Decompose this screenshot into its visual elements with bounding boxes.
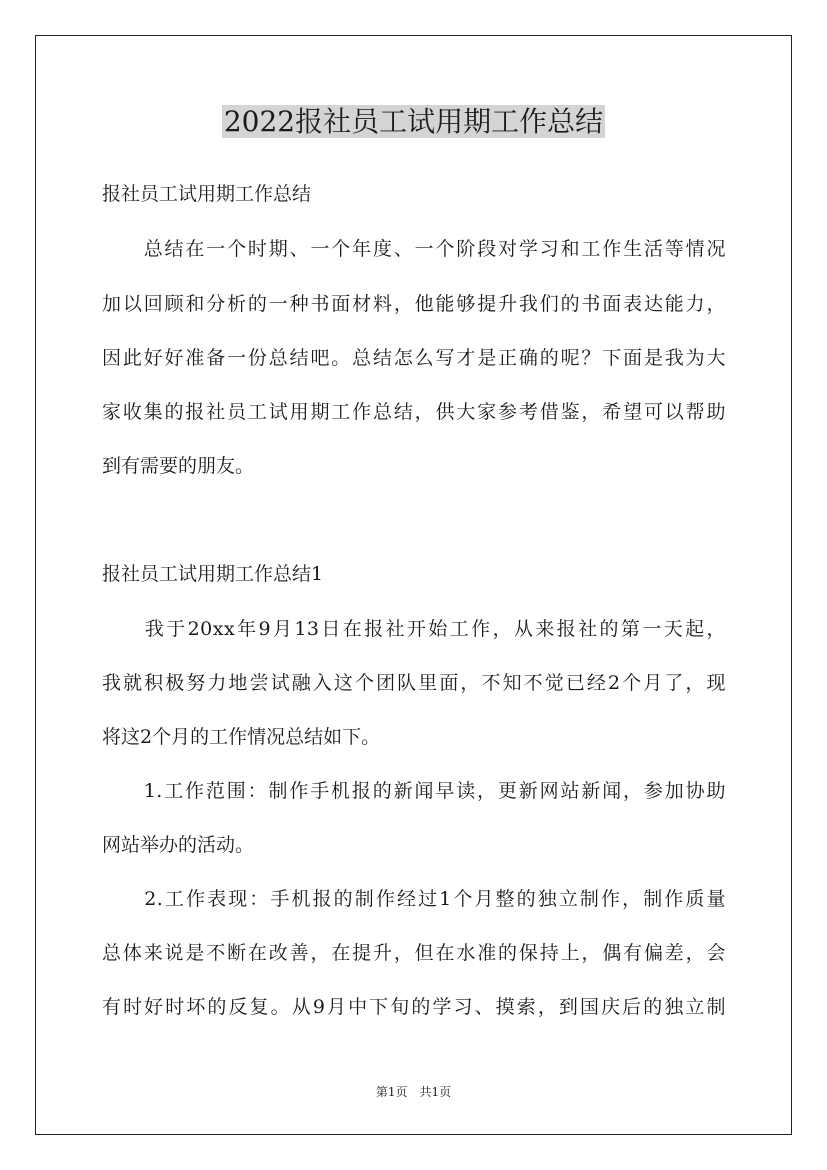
document-title: 2022报社员工试用期工作总结 [223,105,604,138]
list-item-line: 2.工作表现：手机报的制作经过1个月整的独立制作，制作质量 [102,888,726,910]
paragraph-line: 加以回顾和分析的一种书面材料，他能够提升我们的书面表达能力， [102,293,726,315]
paragraph-line: 总结在一个时期、一个年度、一个阶段对学习和工作生活等情况 [102,238,726,260]
paragraph-line: 我于20xx年9月13日在报社开始工作，从来报社的第一天起， [102,618,726,640]
paragraph-line: 因此好好准备一份总结吧。总结怎么写才是正确的呢？下面是我为大 [102,347,726,369]
paragraph-line: 到有需要的朋友。 [102,455,255,477]
document-subtitle: 报社员工试用期工作总结 [102,183,312,205]
page-number-footer: 第1页 共1页 [375,1085,452,1099]
paragraph-line: 家收集的报社员工试用期工作总结，供大家参考借鉴，希望可以帮助 [102,401,726,423]
paragraph-line: 我就积极努力地尝试融入这个团队里面，不知不觉已经2个月了，现 [102,672,726,694]
section-heading: 报社员工试用期工作总结1 [102,563,324,585]
list-item-line: 总体来说是不断在改善，在提升，但在水准的保持上，偶有偏差，会 [102,942,726,964]
paragraph-line: 将这2个月的工作情况总结如下。 [102,726,381,748]
list-item-line: 网站举办的活动。 [102,834,255,856]
list-item-line: 1.工作范围：制作手机报的新闻早读，更新网站新闻，参加协助 [102,780,726,802]
list-item-line: 有时好时坏的反复。从9月中下旬的学习、摸索，到国庆后的独立制 [102,996,726,1018]
